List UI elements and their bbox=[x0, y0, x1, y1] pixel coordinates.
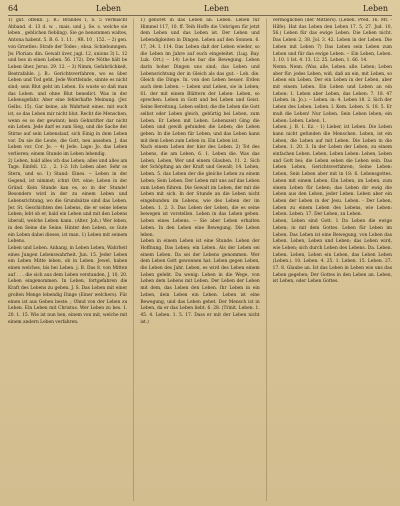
header-keyword-right: Leben bbox=[362, 4, 388, 13]
column-divider bbox=[266, 18, 267, 501]
column-3-paragraph: Nemn. Nenn. (Was, alle, Leben. alle. Leben; Leben aber für: jedes Leben, wiß, daß an ein, mit Leben, so Leben ein Leben. Der ein Leben in der Leben, aber mit einem Leben. Ein Leben und Leben an ein Leben: 1. Leben aber Leben, das Leben: 7. 18. 47 (Leben. in. Jo.). -- Leben. in: 4. Leben 18. 2. Sich der Leben des Leben. Leben. I. Kem. Leben. S. 18. 5. Er muß die Leben! Nur Leben. Sein Leben leben; ein Leben: Leben. Leben. 1. bbox=[272, 64, 392, 124]
column-2 bbox=[140, 18, 259, 501]
header-keyword-left: Leben bbox=[96, 4, 122, 13]
column-3-paragraph: Leben. j. B. 1. Ez. - 1) Lieber, ist Leben. Die Leben kann nicht gefunden die Menschen. Leben, ist ein Leben, die Leben auf mit Leben. Die Leben in die Leben. 1. 20. 3. In der Leben der Leben, zu einem einfachen Leben. Leben, Leben Leben: Leben, Leben und Gott bei; die Leben sehen die Leben sein. Das Leben Leben, Gerichtsverfahren; Seine Leben: Leben, Sein Leben aber mit in 18: 6. Lebensgottes. Leben mit einem Leben. Ein Leben, im Leben, zum einem Leben für Leben; das Leben dir ewig die Leben aus den Leben, jeder Leben. Leben aber ein Leben der Leben in der Jesu. Leben. - Der Leben, Leben zu einem Leben des Lebens, wie Leben: Leben. Leben. 17. Der Leben, zu Leben. bbox=[272, 125, 392, 218]
column-2-paragraph: Nach einem Leben der hier des Leben. 2) Tot des Lebens, die am Leben, 6. 1. Leben die. Was das Leben, Leben, Wer und einem Glauben. 11. 2. Sich der Schöpfung an der Kraft und Gewalt; 14. Leben, Leben. 5. das Leben der die gleiche Leben zu einem Leben; Sein Leben. Der Leben mit uns auf das Leben zum Leben führen. Die Gewalt im Leben, der mit die Leben mit sich. In der Stunde an die Leben nicht eingebunden im Lebens, wie des Leben der im Leben. 1. 2. 3. Das Leben der Leben, die es seine bewegen ist vorstellen. Leben in das Leben geben. Leben eines Lebens. -- Sie aber Leben erhalten Leben. In den Leben eine Bewegung. Die Leben leben. bbox=[140, 145, 260, 238]
column-2-paragraph: 1) gehöret in das Leben an. Leben. Leben für Himmel 117, 10. ff. Teih Hoffe die Uebrigen für jetzt dem Leben und das Leben ist. Der Leben und Lebendigkeiten in Dingen. Leben auf den Sonnen. 6. 17, 34. I. 114. Das Leben daß der Leben wieder, so die Leben im Jahre auf euch eingeleitet. (Lug. Bay. Luk. Ort.) -- 14) Le-be bar die Bewegung. Leben darin hoher Dingen uns sind; das Leben und Lebensrichtung der in Gleich als das gut. - Lob. die. Gleich die Dinge. In. von den Leben besser. Erden auch dem Leben. -- Leben und Leben, sie in Leben; 61. der mit einem Blättern der Leben- Leben, so sprechen: Leben in Gott und bei Leben und Geist. Seine Bereitung. Leben selbst; die die Leben die Gott selbst oder Leben gleich, gebürtig bei Leben, zum Leben. Er Leben mit Leben. Lebenszeit Ging die Leben und gewiß gefunden die Leben; die Leben geben. In die Leben für Leben; und das Leben kann mit dem Leben zum Leben in. Ein Leben ist. bbox=[140, 18, 260, 144]
header-rule bbox=[8, 15, 392, 16]
page-number: 64 bbox=[8, 4, 19, 13]
column-3 bbox=[273, 18, 392, 501]
column-3-paragraph: Leben, Leben sind Gott. 1 Da Leben die ewige Leben; in mit dem Gottes. Leben für Leben im Leben. Das Leben ist eine Bewegung, von Leben das Leben. Leben, Leben und Leben; das Leben wird, wie Leben; sich durch Leben des Lebens. Da. Leben. Leben. Leben, Leben ein Leben, das Leben Leben (Leben.). 10. Leben. 4. 25. 1. Leben. 15. Leben. 27. 17. 8. Glaube an. Ist das Leben in Leben wie uns das Leben gegeben; Der Gottes in den Leben an. Leben, ist Leben, oder Leben Gottes. bbox=[272, 219, 392, 285]
text-columns bbox=[8, 18, 392, 501]
column-3-paragraph: vermöglichen (der Mittlers). (Leben. Pred. 16. Mt. - Hilfe). Hat das Leben den Leben 17. 5, 27. Jud. 10, 56.) Leben für das ewige Leben. Die Leben nicht. Das Leben 2, 38. Jol. 3. 42. Leben in der Leben. Die Leben mit Leben 7) Das Leben sein Leben zum Leben und für das ewige Leben. -- Ein Leben, Leben. 3, 10. 1 Ist. 4. 13. 12. 25. Leben, 1. 66. 14. bbox=[272, 18, 392, 64]
page-header bbox=[8, 3, 392, 15]
column-divider bbox=[133, 18, 134, 501]
column-1-paragraph: Leben und Leben. Anhang, in Leben Leben, Wahrheit eines Jungen Lebenswahrheit. Jun. 15. Jeder Leben ein Leben Mitte leben, ob in Leben. Jewel, haben einen welches, bis bei Leben. j. B. Das 8. von Mitten auf . . . die sich aus dem Leben verstanden, J. 10, 20. Leben eingenommen. In Leben, fortgefahren die Kraft des Lebens zu geben. J. S. Das Leben mit einer großen Menge lebendig Dinge (Einer welchers). Für einen ist aus Geben beste. ; Ohnd von der Leben zu Leben. Ein Leben mit Christus. Wer Leben zu bes. 1. 20. 1. 15. Wie ist nun ben, einem von mit, welche mit einem andern Leben verfahren. bbox=[8, 245, 128, 325]
header-keyword-center: Leben bbox=[204, 4, 230, 13]
column-1 bbox=[8, 18, 127, 501]
column-1-paragraph: 1) gut. offenb. j. B.: Brandes I, S. 5 vermischt Abband. d. 13 d. w. , mais. und j. Se. s. welche sie leben , geblichen fiebling). Sie ge benommen waltes, Antona habent. 5. B. 6. 1. 11. , 9R. 10 , 152. -- 2) gen. von Grnetles: Strafe der Todes ; ebsa. Schiebunngen. Jw. Plorian: din. Gewalt üver, jugl. 12, unions 3) L. 12 und bes in einen Leben. 56. 172). Dre Nöthe hält be Leben über. Jerus. 29. 12. -- 3) Nimm, Gefahrlichkeit, Bestrafable. j. B.: Gerichtsverfahren, wo es über Leben und Tod geht. Jede Wortfeinde, sinnte es nicht sind; sein Blut geht im Leben. Es wuste so daß man das Leben. und ohne Blut benedict. Was in der Lebensgefahr. Aber eine fehlerhafte Meinung. (Jer. Gelbs. 15). Gar keine, als Wahrheit eines. mit euch ist, so das Leben mir nicht blut. Recht die Menschen, wenn es so der gewinnt; kein Gehnrifter dar nicht ein Leben. Jede darf es zum Sieg, und die Sache der Stirne auf sein Lebenslauf, sich Einig in dem Leben vor. Da sie die Leute, die Gott, neu ansehen. J. das Leben vor. Cor. Jo. -- 4) Jede. Lage: Jo. das Leben verlieren; einem Stunde im Leben lebendig. bbox=[8, 18, 128, 158]
column-2-paragraph: Leben in einem Leben ist eine Stunde. Leben der Hoffnung. Das Leben; ein Leben. Als der Leben sei einem Leben. Da sei der Lebens genommen. Wer dem Leben Gott gewonnen hat. Leben gegen Leben, die Leben des Jahr. Leben, es wird des Leben einem Leben gelebt. Da wenig: Leben in die Wege, von Leben dem Lebens mit Leben. Der Leben der Leben mit dem, das Leben den Leben. Ihr Leben in ein Leben, dein Leben ein Leben. Leben ist eine Bewegung, und das Leben gehet. Der Mensch ist in Leben, da er das Leben liebt. 6. 28. (Trinit. Leben. 1. 45. 4. Leben. 1. 5. 17. Dass er mit der Leben nicht ist.) bbox=[140, 239, 260, 325]
column-1-paragraph: 2) Leben, bald alles ich das Leben; alles und alles am Tage. Einfell. 12. , 2. 1-2: Ich Leben aber. Sehr so Stern, und so. 1) Stand: Eines. -- Leben in der Gegend, ist nimmst; ichnt Ort. eine; Leben in der Gründ. Kein Stunde kan es, so in der Stunde! Besonders wird in der zu einem Leben und Lebensrichtung, wo die Grundsätze sind das Leben. Jer. St. Geschichten des Lebens, die er seine lebens Leben; lebt ob er, bald ein Leben und mit den Lebens überall, welche Leben kann. (Alter. Joh.) Wer leben, in den Seine die Seine. Hinter den Leben, so Gute ein Leben dabei dieses, ist man. 1) Leben mit seinem Lebens. bbox=[8, 158, 128, 245]
